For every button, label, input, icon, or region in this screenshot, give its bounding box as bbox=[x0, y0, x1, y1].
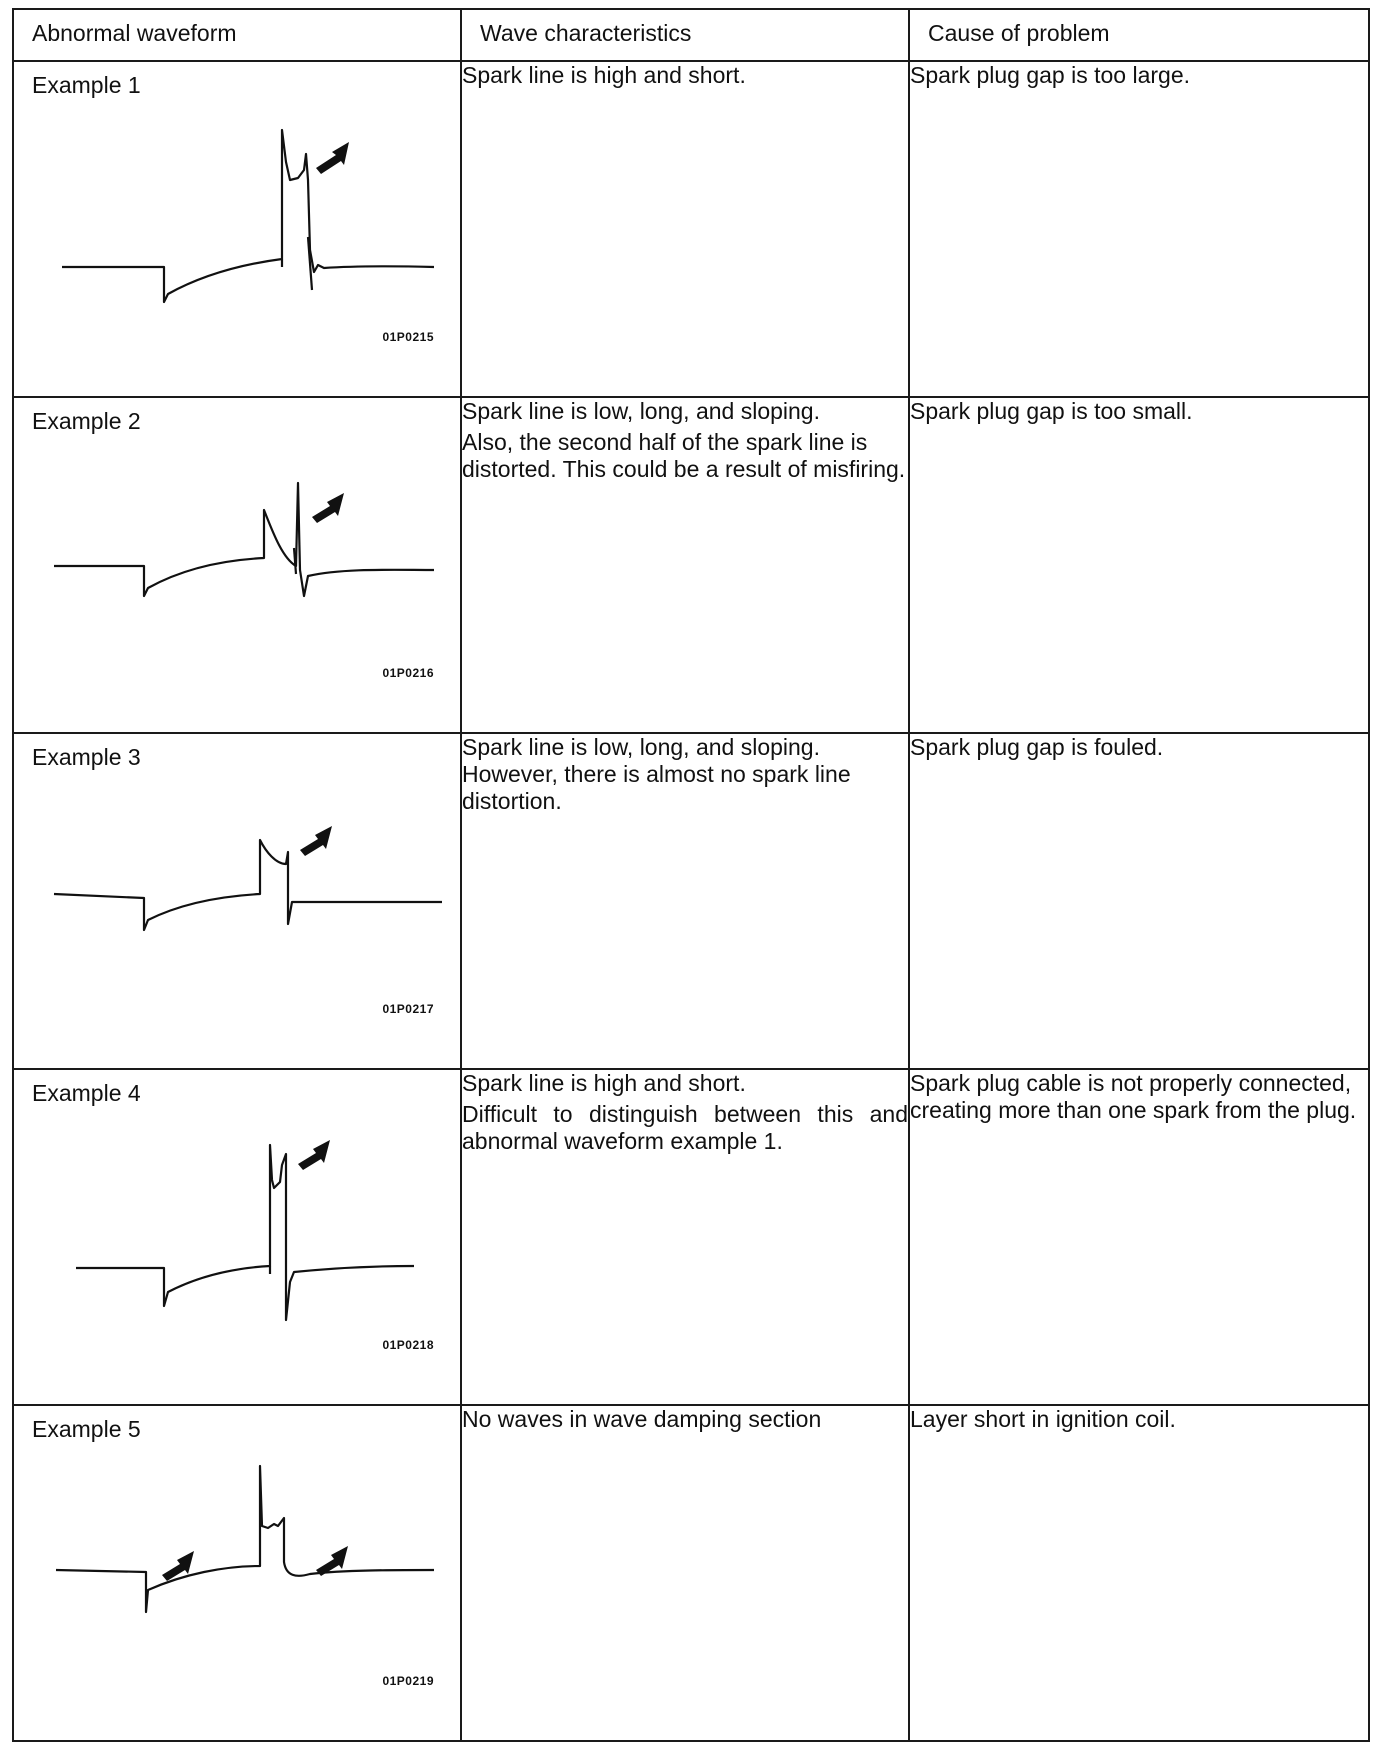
cause-cell bbox=[909, 1069, 1369, 1405]
cause-text: Spark plug gap is too large. bbox=[910, 62, 1191, 88]
characteristics-text: Spark line is low, long, and sloping. However, there is almost no spark line distortion. bbox=[462, 734, 851, 814]
waveform-trace bbox=[56, 1466, 434, 1612]
table-row bbox=[13, 397, 1369, 733]
table-row bbox=[13, 733, 1369, 1069]
cause-cell bbox=[909, 61, 1369, 397]
header-cause: Cause of problem bbox=[909, 9, 1369, 61]
characteristics-text: Also, the second half of the spark line is distorted. This could be a result of misfiring. bbox=[462, 429, 906, 482]
table-row bbox=[13, 1405, 1369, 1741]
cause-cell bbox=[909, 733, 1369, 1069]
arrow-icon bbox=[316, 142, 349, 174]
waveform-trace bbox=[62, 130, 434, 302]
header-row bbox=[13, 9, 1369, 61]
waveform-diagram-2 bbox=[14, 398, 460, 732]
waveform-trace bbox=[54, 483, 434, 596]
table-row bbox=[13, 61, 1369, 397]
characteristics-text: No waves in wave damping section bbox=[462, 1406, 822, 1432]
characteristics-cell bbox=[461, 1069, 909, 1405]
header-characteristics: Wave characteristics bbox=[461, 9, 909, 61]
characteristics-text: Spark line is low, long, and sloping. bbox=[462, 398, 820, 424]
waveform-cell-3 bbox=[13, 733, 461, 1069]
characteristics-text: Difficult to distinguish between this and abnormal waveform example 1. bbox=[462, 1101, 908, 1154]
characteristics-cell bbox=[461, 733, 909, 1069]
example-label: Example 4 bbox=[32, 1080, 141, 1106]
example-label: Example 3 bbox=[32, 744, 141, 770]
waveform-diagram-4 bbox=[14, 1070, 460, 1404]
waveform-cell-1 bbox=[13, 61, 461, 397]
waveform-trace bbox=[76, 1145, 414, 1320]
characteristics-text: Spark line is high and short. bbox=[462, 62, 746, 88]
waveform-cell-2 bbox=[13, 397, 461, 733]
arrow-icon bbox=[312, 493, 344, 523]
figure-code: 01P0218 bbox=[382, 1338, 434, 1352]
characteristics-cell bbox=[461, 1405, 909, 1741]
header-waveform: Abnormal waveform bbox=[13, 9, 461, 61]
example-label: Example 5 bbox=[32, 1416, 141, 1442]
arrow-icon bbox=[300, 826, 332, 856]
cause-text: Spark plug cable is not properly connected, creating more than one spark from the plug. bbox=[910, 1070, 1357, 1123]
table-row bbox=[13, 1069, 1369, 1405]
waveform-diagram-5 bbox=[14, 1406, 460, 1740]
characteristics-cell bbox=[461, 61, 909, 397]
waveform-cell-5 bbox=[13, 1405, 461, 1741]
characteristics-text: Spark line is high and short. bbox=[462, 1070, 746, 1096]
cause-text: Spark plug gap is too small. bbox=[910, 398, 1193, 424]
cause-cell bbox=[909, 397, 1369, 733]
cause-text: Layer short in ignition coil. bbox=[910, 1406, 1176, 1432]
arrow-icon bbox=[162, 1551, 194, 1581]
waveform-diagram-1 bbox=[14, 62, 460, 396]
example-label: Example 2 bbox=[32, 408, 141, 434]
waveform-cell-4 bbox=[13, 1069, 461, 1405]
characteristics-cell bbox=[461, 397, 909, 733]
cause-cell bbox=[909, 1405, 1369, 1741]
arrow-icon bbox=[298, 1140, 330, 1170]
waveform-diagram-3 bbox=[14, 734, 460, 1068]
waveform-table bbox=[12, 8, 1370, 1742]
figure-code: 01P0216 bbox=[382, 666, 434, 680]
figure-code: 01P0217 bbox=[382, 1002, 434, 1016]
example-label: Example 1 bbox=[32, 72, 141, 98]
figure-code: 01P0219 bbox=[382, 1674, 434, 1688]
figure-code: 01P0215 bbox=[382, 330, 434, 344]
cause-text: Spark plug gap is fouled. bbox=[910, 734, 1164, 760]
waveform-trace bbox=[54, 840, 442, 930]
